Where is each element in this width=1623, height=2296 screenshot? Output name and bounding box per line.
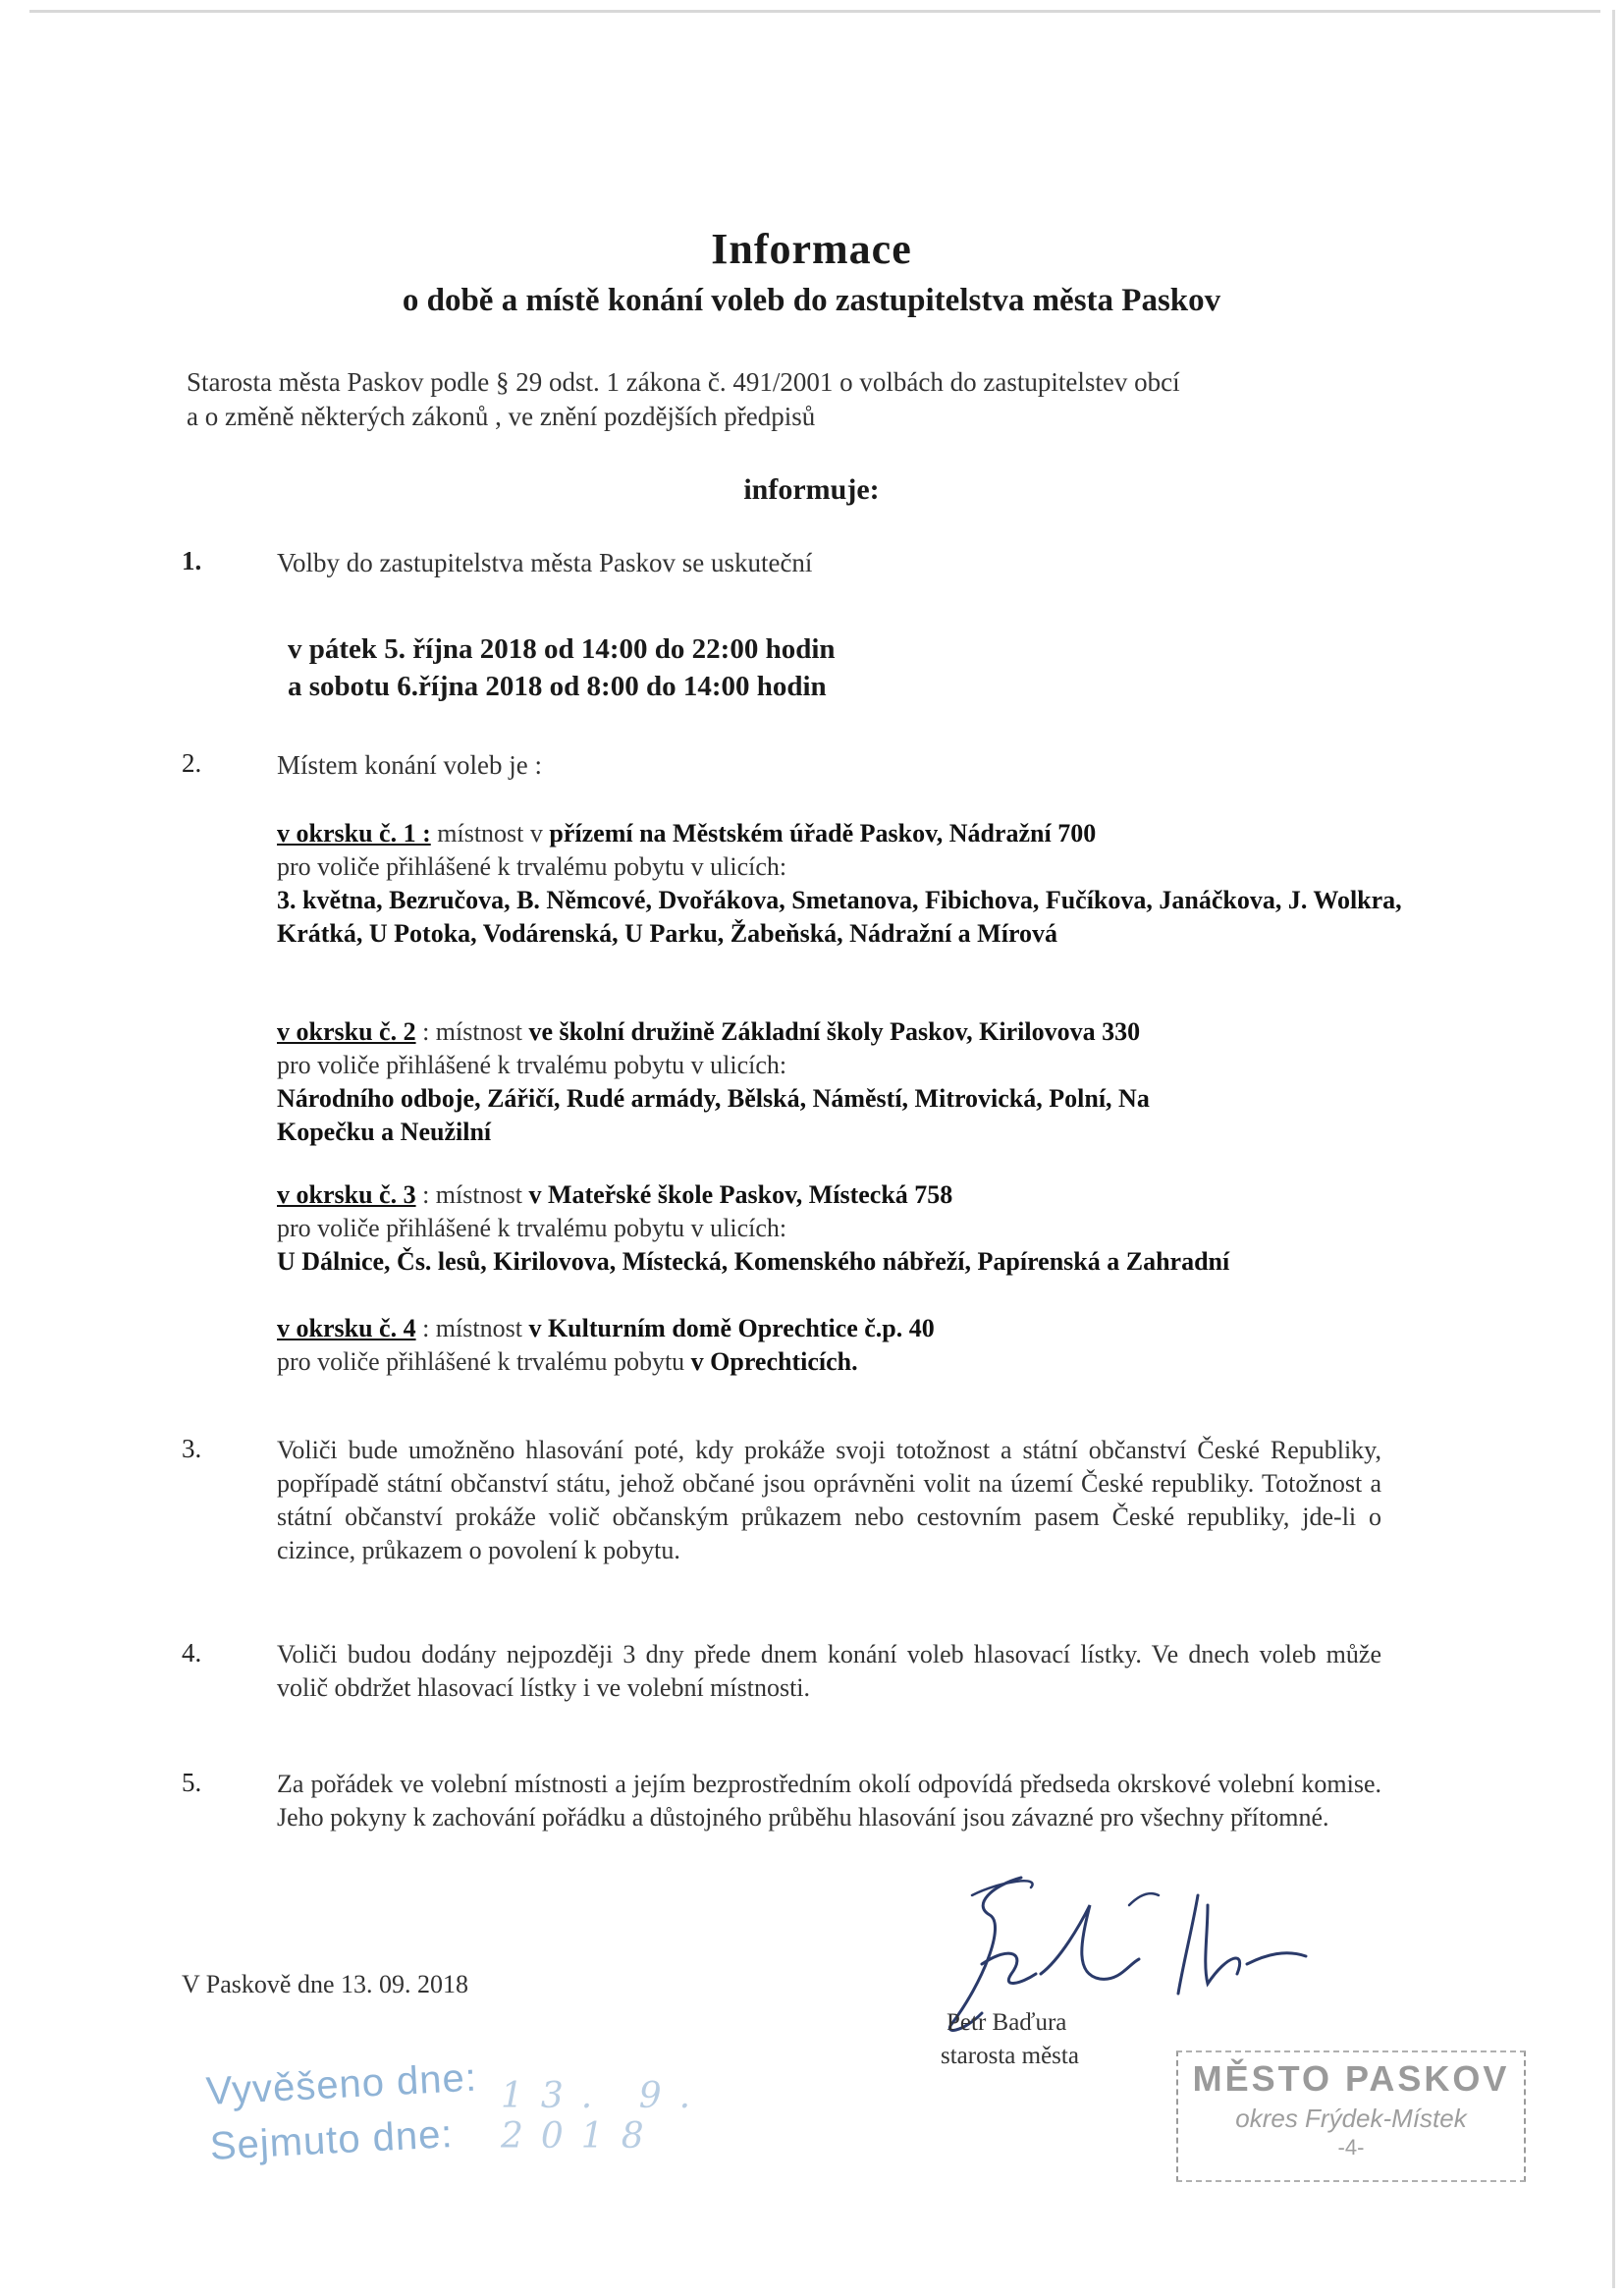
signer-role: starosta města bbox=[941, 2043, 1079, 2069]
section-4-text: Voliči budou dodány nejpozději 3 dny přede dnem konání voleb hlasovací lístky. Ve dnech voleb může volič obdržet hlasovací lístky i ve volební místnosti. bbox=[277, 1640, 1381, 1702]
section-2-text: Místem konání voleb je : bbox=[277, 750, 542, 780]
signer-name: Petr Baďura bbox=[947, 2009, 1067, 2036]
city-stamp-district: okres Frýdek-Místek bbox=[1235, 2104, 1467, 2133]
section-3-number: 3. bbox=[182, 1434, 202, 1463]
city-stamp bbox=[1176, 2050, 1526, 2182]
posted-label: Vyvěšeno dne: bbox=[204, 2055, 478, 2113]
district-2-streets: Národního odboje, Zářičí, Rudé armády, Bělská, Náměstí, Mitrovická, Polní, Na Kopečku a Neužilní bbox=[277, 1084, 1150, 1146]
district-1 bbox=[277, 817, 1435, 951]
district-3 bbox=[277, 1178, 1435, 1279]
informuje-heading: informuje: bbox=[743, 473, 880, 506]
district-4-place-plain: : místnost bbox=[415, 1314, 529, 1342]
district-4-voters-line bbox=[277, 1345, 1435, 1379]
district-1-place: přízemí na Městském úřadě Paskov, Nádražní 700 bbox=[549, 819, 1097, 847]
document-title: Informace bbox=[711, 225, 912, 273]
district-2-place: ve školní družině Základní školy Paskov, Kirilovova 330 bbox=[528, 1017, 1141, 1046]
city-stamp-name: MĚSTO PASKOV bbox=[1192, 2058, 1510, 2099]
election-date-friday: v pátek 5. října 2018 od 14:00 do 22:00 hodin bbox=[288, 633, 836, 665]
document-subtitle: o době a místě konání voleb do zastupitelstva města Paskov bbox=[402, 283, 1221, 318]
district-1-streets: 3. května, Bezručova, B. Němcové, Dvořákova, Smetanova, Fibichova, Fučíkova, Janáčkova, J. Wolkra, Krátká, U Potoka, Vodárenská, U Parku, Žabeňská, Nádražní a Mírová bbox=[277, 886, 1402, 948]
city-stamp-number: -4- bbox=[1337, 2135, 1365, 2159]
district-2-voters: pro voliče přihlášené k trvalému pobytu v ulicích: bbox=[277, 1051, 787, 1079]
district-4 bbox=[277, 1312, 1435, 1379]
section-4-number: 4. bbox=[182, 1638, 202, 1667]
district-2-heading bbox=[277, 1015, 1435, 1049]
section-3-text: Voliči bude umožněno hlasování poté, kdy prokáže svoji totožnost a státní občanství České Republiky, popřípadě státní občanství státu, jehož občané jsou oprávněni volit na území České republiky. Totožnost a státní občanství prokáže volič občanským průkazem nebo cestovním pasem České republiky, jde-li o cizince, průkazem o povolení k pobytu. bbox=[277, 1436, 1381, 1564]
section-5-number: 5. bbox=[182, 1768, 202, 1797]
district-4-label: v okrsku č. 4 bbox=[277, 1314, 416, 1342]
intro-line-2: a o změně některých zákonů , ve znění pozdějších předpisů bbox=[187, 402, 816, 431]
intro-line-1: Starosta města Paskov podle § 29 odst. 1 zákona č. 491/2001 o volbách do zastupitelstev obcí bbox=[187, 367, 1180, 397]
district-3-place-plain: : místnost bbox=[415, 1180, 529, 1209]
page-edge-right bbox=[1612, 10, 1615, 2288]
district-1-voters: pro voliče přihlášené k trvalému pobytu v ulicích: bbox=[277, 852, 787, 881]
district-3-place: v Mateřské škole Paskov, Místecká 758 bbox=[528, 1180, 953, 1209]
district-3-voters: pro voliče přihlášené k trvalému pobytu v ulicích: bbox=[277, 1214, 787, 1242]
district-3-heading bbox=[277, 1178, 1435, 1212]
district-1-place-plain: místnost v bbox=[430, 819, 550, 847]
intro-paragraph bbox=[187, 365, 1424, 434]
district-4-place: v Kulturním domě Oprechtice č.p. 40 bbox=[528, 1314, 935, 1342]
district-3-streets: U Dálnice, Čs. lesů, Kirilovova, Místecká, Komenského nábřeží, Papírenská a Zahradní bbox=[277, 1247, 1230, 1276]
removed-label: Sejmuto dne: bbox=[208, 2112, 455, 2168]
district-2 bbox=[277, 1015, 1435, 1149]
district-3-label: v okrsku č. 3 bbox=[277, 1180, 416, 1209]
page-edge-top bbox=[29, 10, 1600, 13]
election-date-saturday: a sobotu 6.října 2018 od 8:00 do 14:00 hodin bbox=[288, 671, 827, 702]
section-1-number: 1. bbox=[182, 546, 202, 575]
section-2-number: 2. bbox=[182, 748, 202, 778]
district-4-heading bbox=[277, 1312, 1435, 1345]
district-1-heading bbox=[277, 817, 1435, 850]
district-2-place-plain: : místnost bbox=[415, 1017, 529, 1046]
document-date: V Paskově dne 13. 09. 2018 bbox=[182, 1970, 469, 1998]
section-1-text: Volby do zastupitelstva města Paskov se uskuteční bbox=[277, 548, 813, 577]
posting-stamp bbox=[204, 2055, 756, 2198]
section-5-text: Za pořádek ve volební místnosti a jejím bezprostředním okolí odpovídá předseda okrskové volební komise. Jeho pokyny k zachování pořádku a důstojného průběhu hlasování jsou závazné pro všechny přítomné. bbox=[277, 1770, 1381, 1831]
district-1-label: v okrsku č. 1 : bbox=[277, 819, 431, 847]
district-4-voters-place: v Oprechticích. bbox=[690, 1347, 858, 1376]
posted-date: 13. 9. 2018 bbox=[501, 2076, 709, 2157]
district-4-voters: pro voliče přihlášené k trvalému pobytu bbox=[277, 1347, 691, 1376]
district-2-label: v okrsku č. 2 bbox=[277, 1017, 416, 1046]
